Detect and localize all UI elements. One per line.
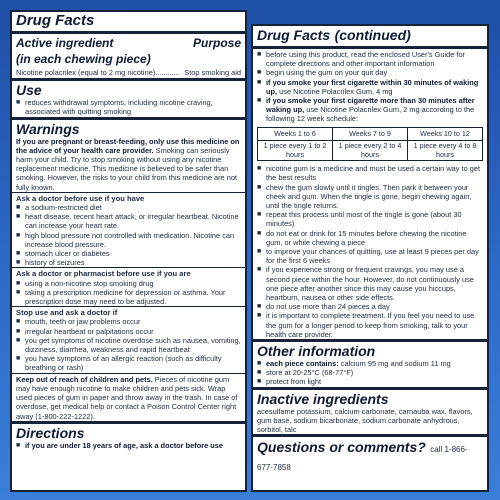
usage-instruction-item: ■ nicotine gum is a medicine and must be used a certain way to get the best results <box>257 164 483 182</box>
usage-instruction-item: ■ to improve your chances of quitting, use at least 9 pieces per day for the first 6 weeks <box>257 247 483 265</box>
drug-facts-left-panel <box>10 10 247 492</box>
pregnancy-warning-text: Smoking can seriously harm your child. Try to stop smoking without using any nicotine replacement medicine. This medicine is believed to be safer than smoking. However, the risks to your child from this medicine are not fully known. <box>16 145 237 192</box>
use-list <box>16 98 241 116</box>
inactive-ingredients-text: acesulfame potassium, calcium carbonate, carnauba wax, flavors, gum base, sodium bicarbonate, sodium carbonate anhydrous, sorbitol, talc <box>257 406 473 434</box>
active-ingredient-line <box>16 68 241 77</box>
usage-instruction-item: ■ chew the gum slowly until it tingles. Then park it between your cheek and gum. When the tingle is gone, begin chewing again, until the tingle returns. <box>257 183 483 211</box>
directions-continued-section <box>253 46 487 339</box>
active-ingredient-subheading: (in each chewing piece) <box>16 52 151 66</box>
dosing-table-cell: 1 piece every 4 to 8 hours <box>408 141 483 161</box>
ask-pharmacist-item: ■ using a non-nicotine stop smoking drug <box>16 279 241 288</box>
use-heading: Use <box>16 82 42 99</box>
other-information-item: ■ protect from light <box>257 377 483 386</box>
ask-doctor-item: ■ heart disease, recent heart attack, or irregular heartbeat. Nicotine can increase your heart rate. <box>16 212 241 230</box>
ask-doctor-item: ■ stomach ulcer or diabetes <box>16 249 241 258</box>
dosing-table-cell: 1 piece every 1 to 2 hours <box>258 141 333 161</box>
continued-title: Drug Facts <box>257 27 331 43</box>
ask-pharmacist-list <box>16 279 241 307</box>
pregnancy-warning <box>16 137 241 192</box>
purpose-heading: Purpose <box>192 36 241 50</box>
dosing-table-header <box>258 127 483 141</box>
active-ingredient-purpose: Stop smoking aid <box>184 68 241 77</box>
direction-item: ■ if you smoke your first cigarette within 30 minutes of waking up, use Nicotine Polacrilex Gum, 4 mg <box>257 78 483 96</box>
ask-pharmacist-heading: Ask a doctor or pharmacist before use if you are <box>16 269 191 279</box>
dosing-table-header-cell: Weeks 7 to 9 <box>333 127 408 141</box>
keep-out-of-reach-body: Pieces of nicotine gum may have enough nicotine to make children and pets sick. Wrap used pieces of gum in paper and throw away in the trash. In case of overdose, get medical help or contact a Poison Control Center right away (1-800-222-1222). <box>16 374 238 421</box>
inactive-ingredients-heading: Inactive ingredients <box>257 390 389 407</box>
stop-use-item: ■ irregular heartbeat or palpitations occur <box>16 327 241 336</box>
stop-use-item: ■ you get symptoms of nicotine overdose such as nausea, vomiting, dizziness, diarrhea, weakness and rapid heartbeat <box>16 336 241 354</box>
active-ingredient-section <box>12 31 245 78</box>
drug-facts-right-panel <box>251 24 489 492</box>
directions-heading: Directions <box>16 424 85 441</box>
panel-title: Drug Facts <box>16 12 95 29</box>
warnings-section <box>12 117 245 192</box>
ask-doctor-heading: Ask a doctor before use if you have <box>16 193 145 203</box>
stop-use-item: ■ you have symptoms of an allergic reaction (such as difficulty breathing or rash) <box>16 354 241 372</box>
ask-doctor-item: ■ high blood pressure not controlled with medication. Nicotine can increase blood pressure. <box>16 231 241 249</box>
ask-pharmacist-section <box>12 267 245 306</box>
pregnancy-warning-bold: If you are pregnant or breast-feeding, only use this medicine on the advice of your health care provider. <box>16 136 240 155</box>
dosing-table-body <box>258 141 483 161</box>
ask-doctor-item: ■ history of seizures <box>16 258 241 267</box>
warnings-heading: Warnings <box>16 120 80 137</box>
dosing-schedule-table <box>257 127 483 162</box>
stop-use-list <box>16 317 241 372</box>
questions-phone: call 1-866-677-7858 <box>257 445 468 473</box>
other-information-item: ■ each piece contains: calcium 95 mg and sodium 11 mg <box>257 359 483 368</box>
use-section <box>12 78 245 116</box>
keep-out-of-reach-section <box>12 373 245 421</box>
dosing-table-header-cell: Weeks 1 to 6 <box>258 127 333 141</box>
ask-doctor-section <box>12 192 245 268</box>
questions-heading: Questions or comments? <box>257 439 426 456</box>
other-information-section <box>253 339 487 387</box>
use-item: ■ reduces withdrawal symptoms, including nicotine craving, associated with quitting smoking <box>16 98 241 116</box>
usage-instruction-item: ■ it is important to complete treatment. If you feel you need to use the gum for a longer period to keep from smoking, talk to your health care provider. <box>257 311 483 339</box>
direction-item: ■ begin using the gum on your quit day <box>257 68 483 77</box>
other-information-list <box>257 359 483 387</box>
directions-section <box>12 421 245 450</box>
usage-instruction-item: ■ repeat this process until most of the tingle is gone (about 30 minutes) <box>257 210 483 228</box>
directions-continued-list <box>257 50 483 124</box>
keep-out-of-reach-text <box>16 375 241 421</box>
dosing-table-header-cell: Weeks 10 to 12 <box>408 127 483 141</box>
leader-dots: ............ <box>155 68 180 77</box>
usage-instruction-item: ■ if you experience strong or frequent cravings, you may use a second piece within the hour. However, do not continuously use one piece after another since this may cause you hiccups, heartburn, nausea or other side effects. <box>257 265 483 302</box>
stop-use-item: ■ mouth, teeth or jaw problems occur <box>16 317 241 326</box>
ask-doctor-item: ■ a sodium-restricted diet <box>16 203 241 212</box>
usage-instruction-item: ■ do not use more than 24 pieces a day <box>257 302 483 311</box>
inactive-ingredients-section <box>253 387 487 435</box>
ask-doctor-list <box>16 203 241 267</box>
stop-use-heading: Stop use and ask a doctor if <box>16 308 118 318</box>
active-ingredient-name: Nicotine polacrilex (equal to 2 mg nicotine) <box>16 68 156 77</box>
direction-item: ■ if you smoke your first cigarette more than 30 minutes after waking up, use Nicotine Polacrilex Gum, 2 mg according to the following 12 week schedule: <box>257 96 483 124</box>
dosing-table-cell: 1 piece every 2 to 4 hours <box>333 141 408 161</box>
questions-section <box>253 434 487 475</box>
active-ingredient-heading: Active ingredient <box>16 36 114 50</box>
usage-instruction-item: ■ do not eat or drink for 15 minutes before chewing the nicotine gum, or while chewing a piece <box>257 229 483 247</box>
keep-out-of-reach-bold: Keep out of reach of children and pets. <box>16 374 153 384</box>
stop-use-section <box>12 306 245 372</box>
continued-label: (continued) <box>334 27 411 43</box>
direction-item: ■ if you are under 18 years of age, ask a doctor before use <box>16 441 241 450</box>
ask-pharmacist-item: ■ taking a prescription medicine for depression or asthma. Your prescription dose may need to be adjusted. <box>16 288 241 306</box>
dosing-table-row <box>258 141 483 161</box>
directions-list <box>16 441 241 450</box>
other-information-heading: Other information <box>257 342 376 359</box>
other-information-item: ■ store at 20-25°C (68-77°F) <box>257 368 483 377</box>
direction-item: ■ before using this product, read the enclosed User's Guide for complete directions and other important information <box>257 50 483 68</box>
usage-instructions-list <box>257 164 483 339</box>
